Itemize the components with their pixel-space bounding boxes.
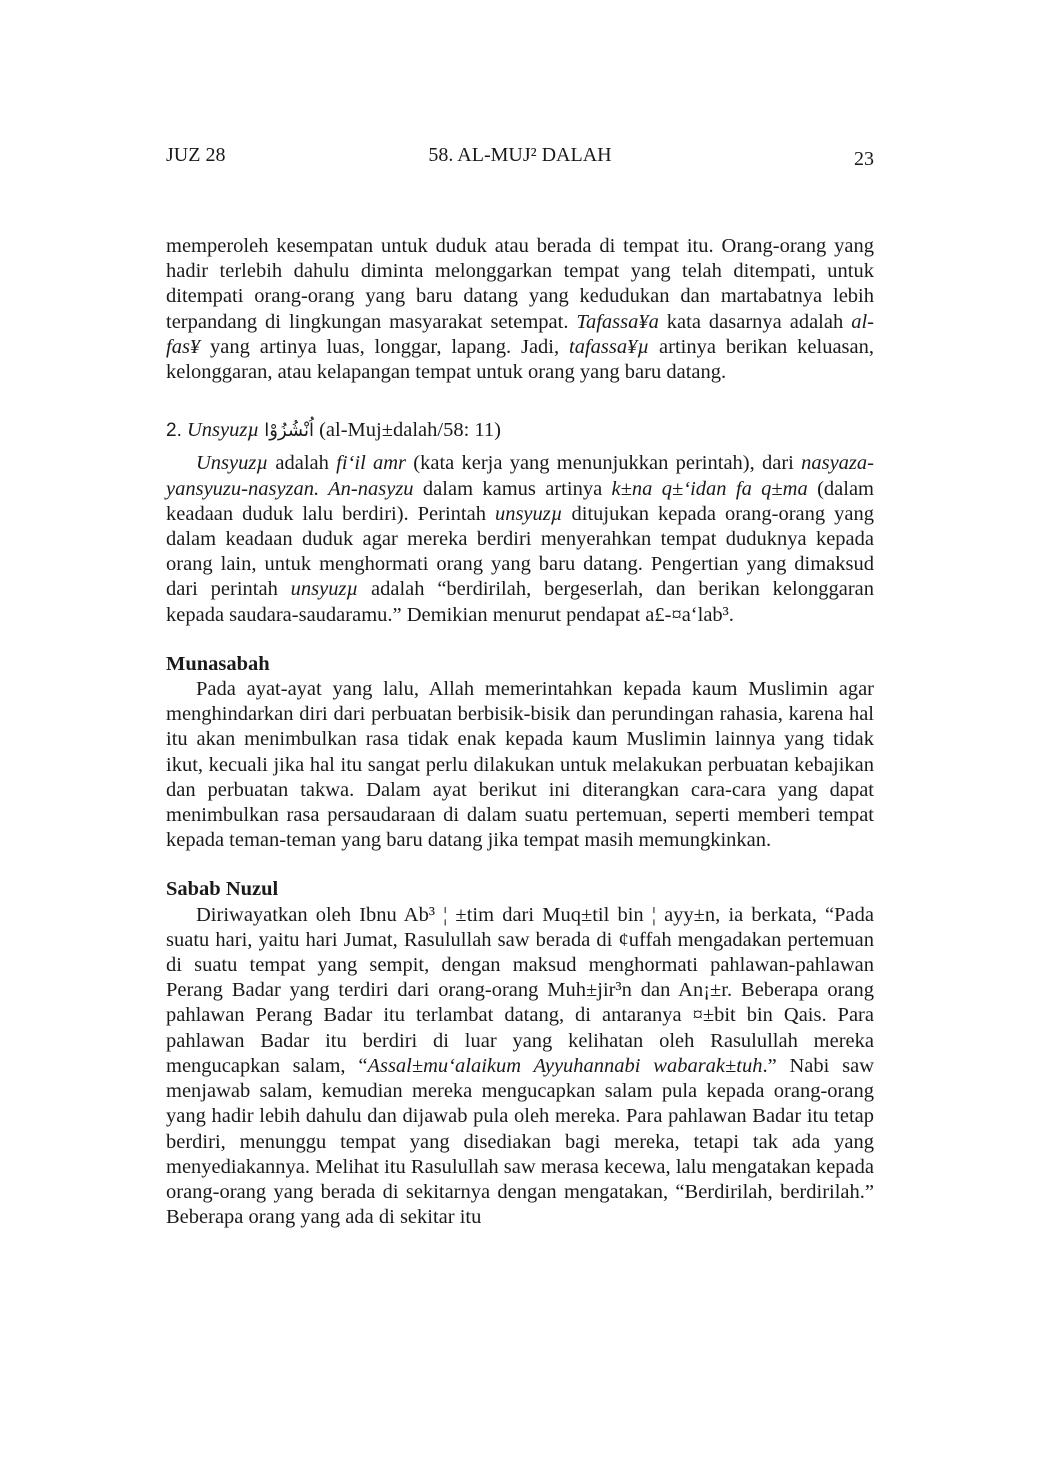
- vocabulary-item-2: [166, 418, 874, 443]
- paragraph-unsyuzu: Unsyuzµ adalah fi‘il amr (kata kerja yang menunjukkan perintah), dari nasyaza-yansyuzu-nasyzan. An-nasyzu dalam kamus artinya k±na q±‘idan fa q±ma (dalam keadaan duduk lalu berdiri). Perintah unsyuzµ ditujukan kepada orang-orang yang dalam keadaan duduk agar mereka berdiri menyerahkan tempat duduknya kepada orang lain, untuk menghormati orang yang baru datang. Pengertian yang dimaksud dari perintah unsyuzµ adalah “berdirilah, bergeserlah, dan berikan kelonggaran kepada saudara-saudaramu.” Demikian menurut pendapat a£-¤a‘lab³.: [166, 452, 875, 626]
- paragraph-continuation: memperoleh kesempatan untuk duduk atau berada di tempat itu. Orang-orang yang hadir terlebih dahulu diminta melonggarkan tempat yang telah ditempati, untuk ditempati orang-orang yang baru datang yang kedudukan dan martabatnya lebih terpandang di lingkungan masyarakat setempat. Tafassa¥a kata dasarnya adalah al-fas¥ yang artinya luas, longgar, lapang. Jadi, tafassa¥µ artinya berikan keluasan, kelonggaran, atau kelapangan tempat untuk orang yang baru datang.: [166, 235, 874, 384]
- page-header: [166, 144, 874, 174]
- item-number: 2.: [166, 420, 182, 442]
- page-number: 23: [854, 148, 874, 170]
- arabic-term: اُنْشُزُوْا: [264, 420, 314, 442]
- item-reference: (al-Muj±dalah/58: 11): [319, 419, 501, 442]
- section-heading-munasabah: Munasabah: [166, 652, 270, 675]
- paragraph-munasabah: Pada ayat-ayat yang lalu, Allah memerintahkan kepada kaum Muslimin agar menghindarkan diri dari perbuatan berbisik-bisik dan perundingan rahasia, karena hal itu akan menimbulkan rasa tidak enak kepada kaum Muslimin lainnya yang tidak ikut, kecuali jika hal itu sangat perlu dilakukan untuk melakukan perbuatan kebajikan dan perbuatan takwa. Dalam ayat berikut ini diterangkan cara-cara yang dapat menimbulkan rasa persaudaraan di dalam suatu pertemuan, seperti memberi tempat kepada teman-teman yang baru datang jika tempat masih memungkinkan.: [166, 678, 874, 852]
- section-heading-sabab-nuzul: Sabab Nuzul: [166, 878, 279, 901]
- juz-label: JUZ 28: [166, 144, 226, 166]
- paragraph-sabab-nuzul: Diriwayatkan oleh Ibnu Ab³ ¦ ±tim dari Muq±til bin ¦ ayy±n, ia berkata, “Pada suatu hari, yaitu hari Jumat, Rasulullah saw berada di ¢uffah mengadakan pertemuan di suatu tempat yang sempit, dengan maksud menghormati pahlawan-pahlawan Perang Badar yang terdiri dari orang-orang Muh±jir³n dan An¡±r. Beberapa orang pahlawan Perang Badar itu terlambat datang, di antaranya ¤±bit bin Qais. Para pahlawan Badar itu berdiri di luar yang kelihatan oleh Rasulullah mereka mengucapkan salam, “Assal±mu‘alaikum Ayyuhannabi wabarak±tuh.” Nabi saw menjawab salam, kemudian mereka mengucapkan salam pula kepada orang-orang yang hadir lebih dahulu dan dijawab pula oleh mereka. Para pahlawan Badar itu tetap berdiri, menunggu tempat yang disediakan bagi mereka, tetapi tak ada yang menyediakannya. Melihat itu Rasulullah saw merasa kecewa, lalu mengatakan kepada orang-orang yang berada di sekitarnya dengan mengatakan, “Berdirilah, berdirilah.” Beberapa orang yang ada di sekitar itu: [166, 903, 874, 1229]
- page-body: [166, 234, 874, 1230]
- item-term: Unsyuzµ: [186, 419, 260, 442]
- chapter-title: 58. AL-MUJ² DALAH: [428, 144, 612, 166]
